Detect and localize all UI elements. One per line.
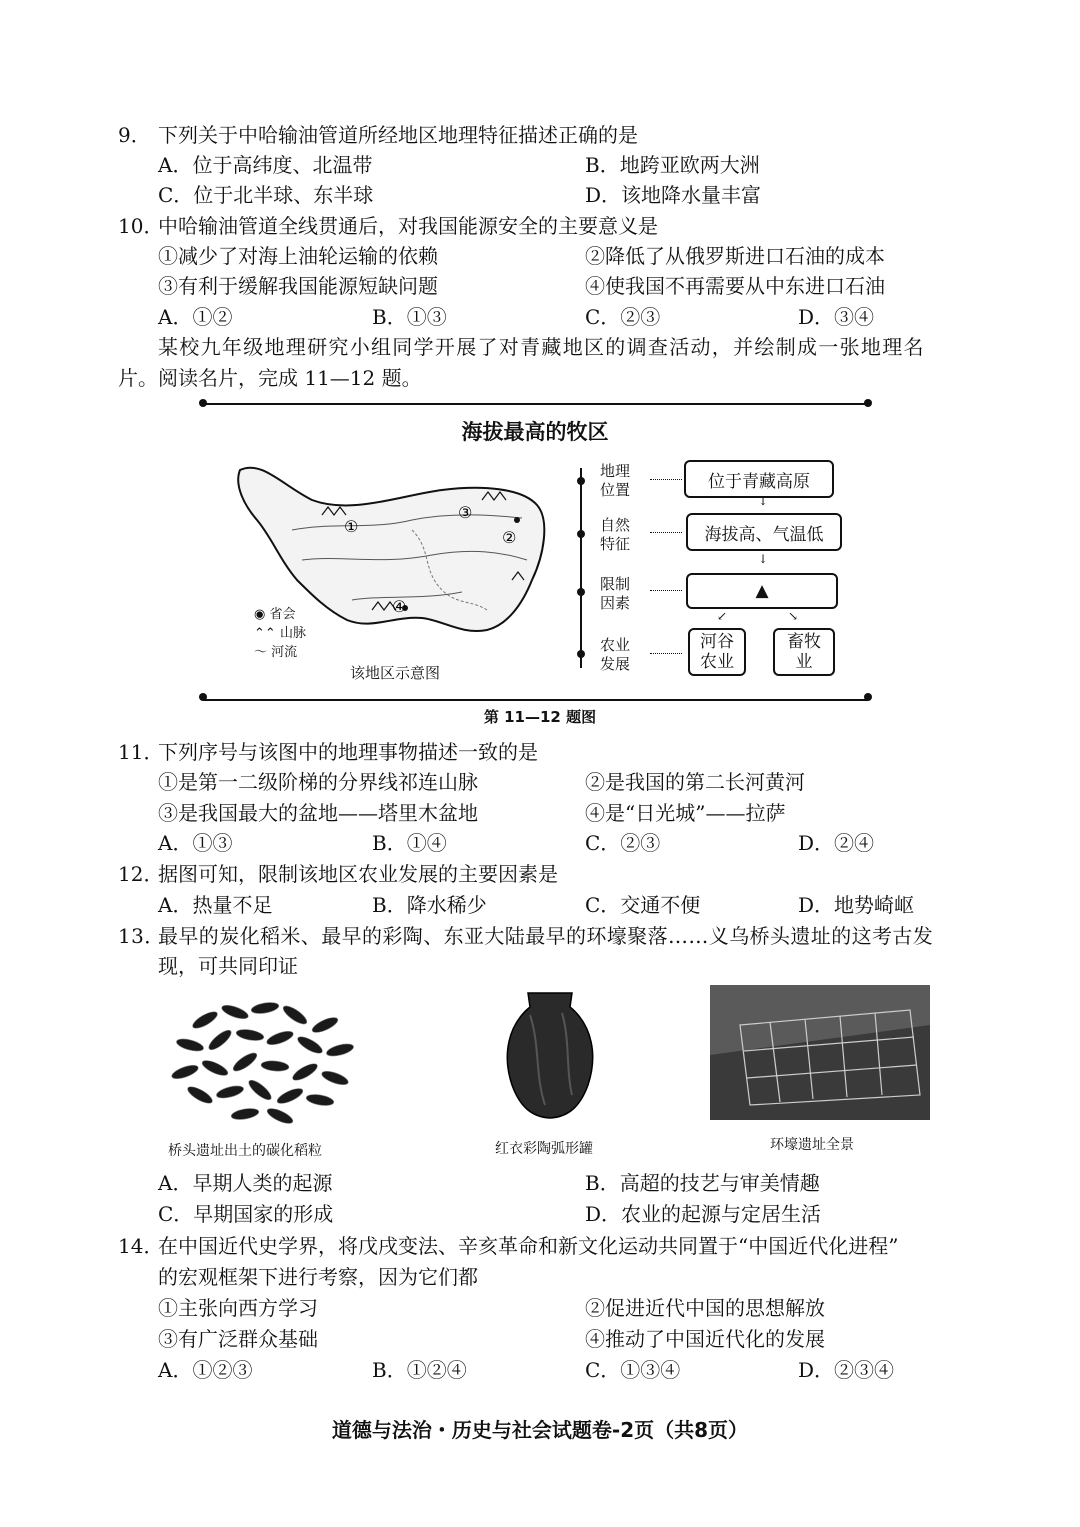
flow-label-agriculture: 农业发展 <box>600 636 631 673</box>
option-c: C．交通不便 <box>585 893 701 917</box>
option-c: C．②③ <box>585 305 661 329</box>
arrow-right-down-icon: ↘ <box>788 609 799 623</box>
arrow-down-icon: ↓ <box>758 494 769 508</box>
card-corner-dot <box>864 693 872 701</box>
statement-1: ①是第一二级阶梯的分界线祁连山脉 <box>158 770 478 794</box>
box-limit-blank: ▲ <box>686 573 838 609</box>
statement-3: ③有广泛群众基础 <box>158 1327 318 1351</box>
option-b: B．降水稀少 <box>372 893 487 917</box>
card-corner-dot <box>199 399 207 407</box>
statement-3: ③是我国最大的盆地——塔里木盆地 <box>158 801 478 825</box>
question-number: 14． <box>118 1234 164 1258</box>
option-b: B．①②④ <box>372 1358 467 1382</box>
flow-axis <box>580 468 582 668</box>
flow-node <box>577 588 585 596</box>
carbonized-rice-photo <box>165 990 365 1125</box>
card-corner-dot <box>199 693 207 701</box>
question-9-stem <box>118 121 638 149</box>
capital-icon: ◉ <box>254 607 266 622</box>
connector <box>650 653 682 654</box>
reading-intro-line1: 某校九年级地理研究小组同学开展了对青藏地区的调查活动，并绘制成一张地理名 <box>158 335 925 359</box>
arrow-left-down-icon: ↙ <box>717 609 728 623</box>
photo-caption-site: 环壕遗址全景 <box>770 1137 854 1153</box>
reading-intro-line2: 片。阅读名片，完成 11—12 题。 <box>118 366 422 390</box>
connector <box>650 532 682 533</box>
option-d: D．②③④ <box>798 1358 895 1382</box>
map-caption: 该地区示意图 <box>350 664 441 682</box>
question-13-stem-line2: 现，可共同印证 <box>158 954 298 978</box>
question-text: 最早的炭化稻米、最早的彩陶、东亚大陆最早的环壕聚落……义乌桥头遗址的这考古发 <box>158 924 934 948</box>
question-14-stem <box>118 1232 898 1260</box>
flow-node <box>577 477 585 485</box>
statement-3: ③有利于缓解我国能源短缺问题 <box>158 274 438 298</box>
option-a: A．位于高纬度、北温带 <box>158 153 373 177</box>
figure-caption: 第 11—12 题图 <box>483 708 597 726</box>
flow-node <box>577 650 585 658</box>
option-c: C．①③④ <box>585 1358 681 1382</box>
statement-4: ④使我国不再需要从中东进口石油 <box>585 274 885 298</box>
question-number: 9． <box>118 123 151 147</box>
map-marker-2: ② <box>502 528 517 547</box>
option-d: D．地势崎岖 <box>798 893 915 917</box>
flow-node <box>577 530 585 538</box>
river-icon: 〜 <box>254 645 268 660</box>
question-14-stem-line2: 的宏观框架下进行考察，因为它们都 <box>158 1265 478 1289</box>
question-13-stem <box>118 922 933 950</box>
question-text: 下列序号与该图中的地理事物描述一致的是 <box>158 740 538 764</box>
box-valley-agriculture: 河谷农业 <box>688 628 746 676</box>
question-number: 11． <box>118 740 164 764</box>
map-marker-3: ③ <box>458 503 473 522</box>
question-12-stem <box>118 860 558 888</box>
box-animal-husbandry: 畜牧业 <box>773 628 835 676</box>
legend-label: 省会 <box>269 607 296 622</box>
statement-2: ②降低了从俄罗斯进口石油的成本 <box>585 244 885 268</box>
question-text: 据图可知，限制该地区农业发展的主要因素是 <box>158 862 558 886</box>
page-footer: 道德与法治・历史与社会试题卷-2页（共8页） <box>331 1418 749 1442</box>
flow-label-location: 地理位置 <box>600 462 631 499</box>
option-d: D．该地降水量丰富 <box>585 183 762 207</box>
question-10-stem <box>118 212 658 240</box>
question-number: 13． <box>118 924 165 948</box>
statement-2: ②是我国的第二长河黄河 <box>585 770 805 794</box>
flow-label-nature: 自然特征 <box>600 516 631 553</box>
option-d: D．农业的起源与定居生活 <box>585 1202 822 1226</box>
box-location: 位于青藏高原 <box>684 460 834 498</box>
option-d: D．③④ <box>798 305 875 329</box>
photo-caption-jar: 红衣彩陶弧形罐 <box>495 1141 593 1157</box>
flow-label-limits: 限制因素 <box>600 575 631 612</box>
question-text: 下列关于中哈输油管道所经地区地理特征描述正确的是 <box>158 123 638 147</box>
statement-2: ②促进近代中国的思想解放 <box>585 1296 825 1320</box>
option-c: C．位于北半球、东半球 <box>158 183 374 207</box>
legend-label: 河流 <box>271 645 298 660</box>
question-text: 在中国近代史学界，将戊戌变法、辛亥革命和新文化运动共同置于“中国近代化进程” <box>158 1234 899 1258</box>
card-corner-dot <box>864 399 872 407</box>
question-text: 中哈输油管道全线贯通后，对我国能源安全的主要意义是 <box>158 214 658 238</box>
connector <box>650 479 682 480</box>
option-a: A．早期人类的起源 <box>158 1171 333 1195</box>
option-a: A．①②③ <box>158 1358 253 1382</box>
photo-caption-rice: 桥头遗址出土的碳化稻粒 <box>168 1143 322 1159</box>
legend-label: 山脉 <box>279 626 306 641</box>
statement-4: ④推动了中国近代化的发展 <box>585 1327 825 1351</box>
arrow-down-icon: ↓ <box>758 552 769 566</box>
map-marker-4: ④ <box>392 597 407 616</box>
map-legend <box>254 605 306 662</box>
option-b: B．高超的技艺与审美情趣 <box>585 1171 820 1195</box>
box-nature: 海拔高、气温低 <box>686 513 842 551</box>
option-b: B．①④ <box>372 831 447 855</box>
statement-1: ①主张向西方学习 <box>158 1296 318 1320</box>
question-number: 10． <box>118 214 164 238</box>
option-c: C．②③ <box>585 831 661 855</box>
option-a: A．①② <box>158 305 233 329</box>
statement-1: ①减少了对海上油轮运输的依赖 <box>158 244 438 268</box>
option-a: A．热量不足 <box>158 893 273 917</box>
mountain-icon: ⌃⌃ <box>254 626 276 641</box>
card-title: 海拔最高的牧区 <box>461 420 609 444</box>
question-number: 12． <box>118 862 164 886</box>
option-c: C．早期国家的形成 <box>158 1202 334 1226</box>
statement-4: ④是“日光城”——拉萨 <box>585 801 786 825</box>
option-b: B．①③ <box>372 305 447 329</box>
option-b: B．地跨亚欧两大洲 <box>585 153 760 177</box>
moat-site-panorama-photo <box>710 985 930 1120</box>
option-d: D．②④ <box>798 831 875 855</box>
map-marker-1: ① <box>344 517 359 536</box>
option-a: A．①③ <box>158 831 233 855</box>
question-11-stem <box>118 738 538 766</box>
connector <box>650 590 682 591</box>
painted-pottery-jar-photo <box>500 985 600 1125</box>
